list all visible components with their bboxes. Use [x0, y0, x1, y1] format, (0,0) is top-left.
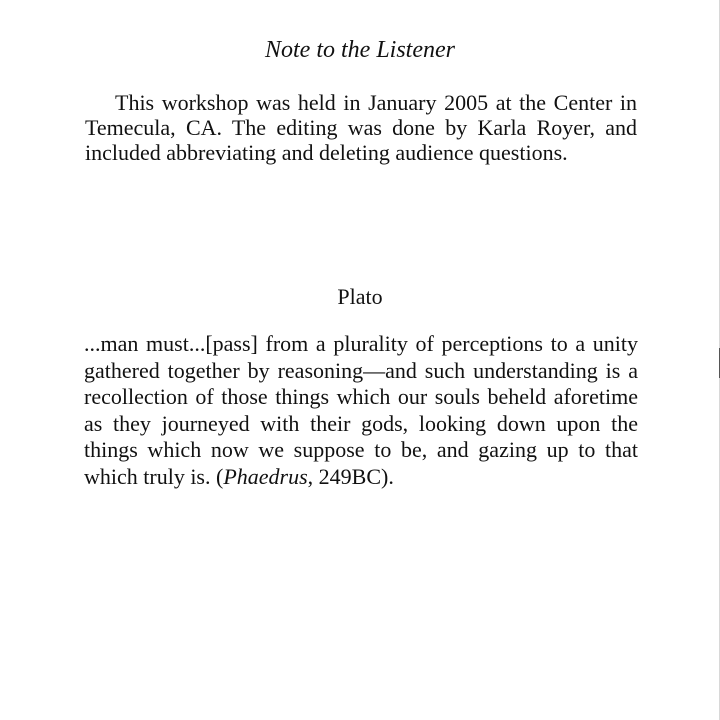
quote-source-ref: , 249BC).	[307, 463, 394, 489]
quote-source-title: Phaedrus	[223, 463, 308, 489]
note-title: Note to the Listener	[265, 37, 455, 63]
epigraph-heading: Plato	[337, 284, 383, 309]
quote-text: ...man must...[pass] from a plurality of perceptions to a unity gathered together by reasoning—and such understanding is a recollection of those things which our souls beheld aforetime as they journeyed with their gods, looking down upon the things which now we suppose to be, and gazing up to that which truly is. (	[84, 331, 638, 489]
epigraph-quote	[84, 331, 638, 490]
note-paragraph: This workshop was held in January 2005 at the Center in Temecula, CA. The editing was done by Karla Royer, and included abbreviating and deleting audience questions.	[85, 90, 637, 165]
